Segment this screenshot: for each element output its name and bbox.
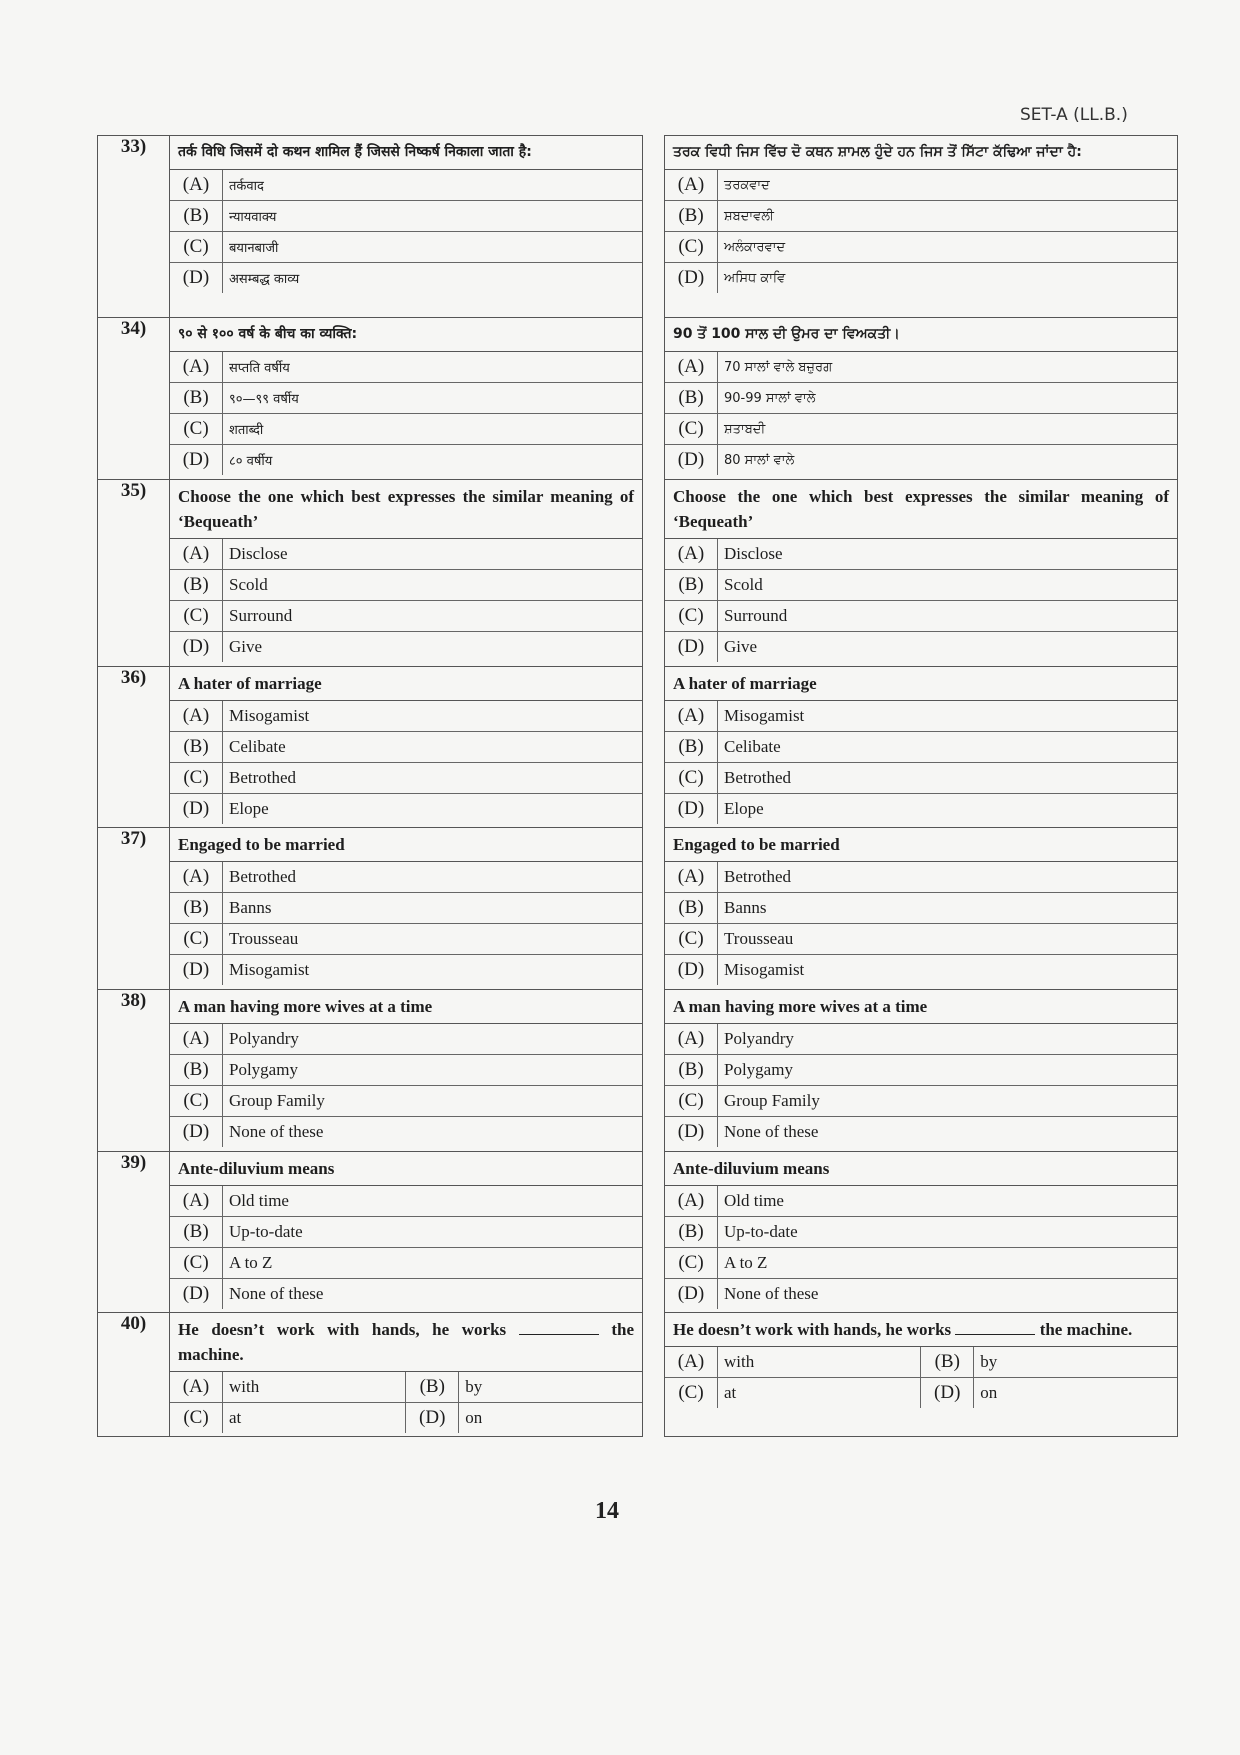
question-english-right bbox=[665, 479, 1178, 666]
option-letter: (D) bbox=[921, 1378, 974, 1409]
option-text: 90-99 ਸਾਲਾਂ ਵਾਲੇ bbox=[718, 383, 1178, 414]
option-letter: (B) bbox=[665, 383, 718, 414]
option-row bbox=[170, 955, 642, 986]
option-letter: (A) bbox=[665, 1347, 718, 1378]
question-number: 35) bbox=[98, 479, 170, 666]
option-letter: (C) bbox=[170, 600, 223, 631]
option-text: ਸ਼ਬਦਾਵਲੀ bbox=[718, 201, 1178, 232]
question-text: Ante-diluvium means bbox=[665, 1152, 1177, 1186]
option-letter: (A) bbox=[170, 170, 223, 201]
option-text: Polygamy bbox=[223, 1055, 643, 1086]
option-text: on bbox=[980, 1383, 998, 1403]
option-row bbox=[665, 862, 1177, 893]
option-text: Up-to-date bbox=[223, 1216, 643, 1247]
question-number: 33) bbox=[98, 136, 170, 318]
option-letter: (D) bbox=[665, 445, 718, 476]
question-text: A man having more wives at a time bbox=[170, 990, 642, 1024]
option-letter: (D) bbox=[665, 1278, 718, 1309]
option-row bbox=[665, 731, 1177, 762]
question-english-left bbox=[170, 1313, 643, 1437]
question-english-right bbox=[665, 1313, 1178, 1437]
option-row bbox=[665, 539, 1177, 570]
option-row bbox=[170, 383, 642, 414]
option-letter: (B) bbox=[170, 201, 223, 232]
option-row bbox=[170, 414, 642, 445]
question-english-right bbox=[665, 1151, 1178, 1313]
option-text: Old time bbox=[718, 1186, 1178, 1217]
option-letter: (D) bbox=[665, 793, 718, 824]
option-text: Banns bbox=[718, 893, 1178, 924]
option-row bbox=[170, 762, 642, 793]
question-number: 37) bbox=[98, 828, 170, 990]
option-row bbox=[170, 1372, 642, 1403]
option-row bbox=[665, 793, 1177, 824]
option-text: बयानबाजी bbox=[223, 232, 643, 263]
options-list bbox=[665, 862, 1177, 985]
option-text: Disclose bbox=[718, 539, 1178, 570]
option-text: A to Z bbox=[718, 1247, 1178, 1278]
option-row bbox=[170, 569, 642, 600]
options-list bbox=[170, 862, 642, 985]
option-row bbox=[665, 445, 1177, 476]
option-letter: (C) bbox=[665, 1086, 718, 1117]
option-letter: (C) bbox=[170, 1086, 223, 1117]
option-row bbox=[665, 1055, 1177, 1086]
set-label: SET-A (LL.B.) bbox=[1020, 105, 1128, 125]
question-text bbox=[170, 1313, 642, 1372]
option-text: ਅਸਿਧ ਕਾਵਿ bbox=[724, 270, 786, 286]
option-row bbox=[170, 600, 642, 631]
option-text: Surround bbox=[718, 600, 1178, 631]
question-english-right bbox=[665, 666, 1178, 828]
question-punjabi bbox=[665, 136, 1178, 318]
option-text: Misogamist bbox=[724, 960, 805, 980]
option-text: Scold bbox=[223, 569, 643, 600]
question-text-part: He doesn’t work with hands, he works bbox=[178, 1320, 507, 1340]
column-gap bbox=[643, 136, 665, 318]
option-row bbox=[170, 924, 642, 955]
column-gap bbox=[643, 828, 665, 990]
option-row bbox=[170, 731, 642, 762]
option-letter: (D) bbox=[170, 263, 223, 294]
question-punjabi bbox=[665, 318, 1178, 480]
option-text: None of these bbox=[724, 1122, 819, 1141]
option-text: Scold bbox=[718, 569, 1178, 600]
option-text: by bbox=[974, 1347, 1177, 1378]
column-gap bbox=[643, 990, 665, 1152]
option-text: असम्बद्ध काव्य bbox=[229, 272, 300, 287]
column-gap bbox=[643, 666, 665, 828]
option-letter: (B) bbox=[921, 1347, 974, 1378]
question-text: ਤਰਕ ਵਿਧੀ ਜਿਸ ਵਿੱਚ ਦੋ ਕਥਨ ਸ਼ਾਮਲ ਹੁੰਦੇ ਹਨ ਜਿਸ ਤੋਂ ਸਿੱਟਾ ਕੱਢਿਆ ਜਾਂਦਾ ਹੈ: bbox=[665, 136, 1177, 170]
option-row bbox=[170, 1403, 642, 1434]
question-text: A hater of marriage bbox=[170, 667, 642, 701]
option-row bbox=[170, 1024, 642, 1055]
option-row bbox=[665, 1024, 1177, 1055]
option-text: Old time bbox=[223, 1186, 643, 1217]
option-text: सप्तति वर्षीय bbox=[223, 352, 643, 383]
option-letter: (A) bbox=[170, 862, 223, 893]
answer-blank bbox=[519, 1320, 599, 1335]
option-text: Surround bbox=[223, 600, 643, 631]
question-text: ९० से १०० वर्ष के बीच का व्यक्ति: bbox=[170, 318, 642, 352]
question-text bbox=[665, 1313, 1177, 1347]
option-letter: (B) bbox=[665, 1216, 718, 1247]
question-row-37 bbox=[98, 828, 1178, 990]
options-list bbox=[170, 539, 642, 662]
option-letter: (C) bbox=[665, 414, 718, 445]
option-text: at bbox=[223, 1403, 406, 1434]
question-text: Engaged to be married bbox=[170, 828, 642, 862]
option-row bbox=[665, 1216, 1177, 1247]
option-letter: (C) bbox=[170, 232, 223, 263]
option-letter: (B) bbox=[170, 383, 223, 414]
option-row bbox=[665, 1347, 1177, 1378]
page-number: 14 bbox=[595, 1498, 619, 1524]
options-list bbox=[170, 701, 642, 824]
option-text: तर्कवाद bbox=[223, 170, 643, 201]
option-text: Banns bbox=[223, 893, 643, 924]
option-text: Give bbox=[229, 636, 263, 656]
question-text: Choose the one which best expresses the similar meaning of ‘Bequeath’ bbox=[170, 480, 642, 539]
option-letter: (B) bbox=[406, 1372, 459, 1403]
option-text: A to Z bbox=[223, 1247, 643, 1278]
option-row bbox=[170, 1247, 642, 1278]
option-letter: (A) bbox=[170, 352, 223, 383]
option-letter: (B) bbox=[170, 731, 223, 762]
option-letter: (C) bbox=[170, 1403, 223, 1434]
option-letter: (B) bbox=[665, 731, 718, 762]
option-letter: (C) bbox=[170, 414, 223, 445]
option-text: Betrothed bbox=[223, 862, 643, 893]
option-row bbox=[170, 1278, 642, 1309]
option-text: ਤਰਕਵਾਦ bbox=[718, 170, 1178, 201]
option-text: Group Family bbox=[718, 1086, 1178, 1117]
option-letter: (A) bbox=[665, 352, 718, 383]
option-letter: (B) bbox=[665, 569, 718, 600]
column-gap bbox=[643, 1151, 665, 1313]
question-english-left bbox=[170, 666, 643, 828]
option-row bbox=[665, 701, 1177, 732]
option-row bbox=[665, 569, 1177, 600]
option-letter: (A) bbox=[170, 1372, 223, 1403]
option-row bbox=[665, 1278, 1177, 1309]
option-text: Misogamist bbox=[223, 701, 643, 732]
option-row bbox=[665, 1247, 1177, 1278]
option-row bbox=[170, 793, 642, 824]
option-text: Polyandry bbox=[718, 1024, 1178, 1055]
option-letter: (D) bbox=[170, 1278, 223, 1309]
option-letter: (D) bbox=[406, 1403, 459, 1434]
option-row bbox=[665, 924, 1177, 955]
option-row bbox=[170, 701, 642, 732]
option-text: ८० वर्षीय bbox=[229, 454, 273, 470]
question-row-39 bbox=[98, 1151, 1178, 1313]
option-letter: (B) bbox=[170, 1055, 223, 1086]
option-letter: (A) bbox=[665, 1186, 718, 1217]
options-list bbox=[665, 170, 1177, 293]
option-row bbox=[170, 1055, 642, 1086]
option-row bbox=[665, 263, 1177, 294]
option-letter: (D) bbox=[665, 631, 718, 662]
option-row bbox=[170, 893, 642, 924]
question-table bbox=[97, 135, 1178, 1437]
options-list bbox=[170, 170, 642, 293]
option-text: Elope bbox=[229, 798, 269, 818]
option-letter: (B) bbox=[665, 893, 718, 924]
option-row bbox=[170, 170, 642, 201]
option-row bbox=[665, 1086, 1177, 1117]
question-text: Engaged to be married bbox=[665, 828, 1177, 862]
option-letter: (C) bbox=[665, 762, 718, 793]
option-letter: (B) bbox=[665, 1055, 718, 1086]
options-list bbox=[665, 1186, 1177, 1309]
question-text: 90 ਤੋਂ 100 ਸਾਲ ਦੀ ਉਮਰ ਦਾ ਵਿਅਕਤੀ। bbox=[665, 318, 1177, 352]
option-letter: (C) bbox=[665, 600, 718, 631]
option-text: Up-to-date bbox=[718, 1216, 1178, 1247]
option-row bbox=[665, 955, 1177, 986]
option-letter: (D) bbox=[170, 793, 223, 824]
option-text: शताब्दी bbox=[223, 414, 643, 445]
option-letter: (D) bbox=[665, 1117, 718, 1148]
option-row bbox=[665, 352, 1177, 383]
option-letter: (A) bbox=[665, 862, 718, 893]
question-row-40 bbox=[98, 1313, 1178, 1437]
option-text: Misogamist bbox=[718, 701, 1178, 732]
option-text: Betrothed bbox=[718, 762, 1178, 793]
option-row bbox=[665, 201, 1177, 232]
option-text: Elope bbox=[724, 798, 764, 818]
question-english-left bbox=[170, 828, 643, 990]
option-row bbox=[170, 1216, 642, 1247]
option-letter: (C) bbox=[665, 1247, 718, 1278]
option-row bbox=[170, 631, 642, 662]
option-row bbox=[665, 414, 1177, 445]
option-text: Trousseau bbox=[223, 924, 643, 955]
option-text: ਅਲੰਕਾਰਵਾਦ bbox=[718, 232, 1178, 263]
column-gap bbox=[643, 1313, 665, 1437]
option-text: Betrothed bbox=[223, 762, 643, 793]
option-text: None of these bbox=[229, 1122, 324, 1141]
option-text: Misogamist bbox=[229, 960, 310, 980]
option-row bbox=[170, 539, 642, 570]
option-text: Group Family bbox=[223, 1086, 643, 1117]
option-letter: (C) bbox=[170, 924, 223, 955]
option-letter: (C) bbox=[665, 1378, 718, 1409]
question-text-part: He doesn’t work with hands, he works bbox=[673, 1320, 952, 1340]
option-letter: (D) bbox=[170, 445, 223, 476]
option-text: Trousseau bbox=[718, 924, 1178, 955]
option-row bbox=[170, 352, 642, 383]
option-text: न्यायवाक्य bbox=[223, 201, 643, 232]
options-list bbox=[170, 352, 642, 475]
question-english-left bbox=[170, 990, 643, 1152]
question-number: 36) bbox=[98, 666, 170, 828]
option-letter: (D) bbox=[665, 263, 718, 294]
option-letter: (D) bbox=[170, 955, 223, 986]
option-text: at bbox=[718, 1378, 921, 1409]
option-text: None of these bbox=[724, 1283, 819, 1303]
options-list bbox=[665, 1347, 1177, 1408]
option-row bbox=[665, 893, 1177, 924]
options-list bbox=[665, 1024, 1177, 1147]
option-text: Celibate bbox=[223, 731, 643, 762]
question-text: Choose the one which best expresses the similar meaning of ‘Bequeath’ bbox=[665, 480, 1177, 539]
option-letter: (A) bbox=[665, 701, 718, 732]
option-text: with bbox=[223, 1372, 406, 1403]
option-text: ९०—९९ वर्षीय bbox=[223, 383, 643, 414]
option-letter: (C) bbox=[170, 762, 223, 793]
option-letter: (A) bbox=[665, 1024, 718, 1055]
option-row bbox=[170, 862, 642, 893]
option-row bbox=[170, 1117, 642, 1148]
option-letter: (B) bbox=[170, 1216, 223, 1247]
option-letter: (D) bbox=[665, 955, 718, 986]
option-text: None of these bbox=[229, 1283, 324, 1303]
option-text: by bbox=[459, 1372, 642, 1403]
option-row bbox=[170, 263, 642, 294]
answer-blank bbox=[955, 1320, 1035, 1335]
option-text: Give bbox=[724, 636, 758, 656]
option-letter: (A) bbox=[170, 1186, 223, 1217]
options-list bbox=[665, 352, 1177, 475]
option-text: 70 ਸਾਲਾਂ ਵਾਲੇ ਬਜ਼ੁਰਗ bbox=[718, 352, 1178, 383]
option-text: Polyandry bbox=[223, 1024, 643, 1055]
question-text: Ante-diluvium means bbox=[170, 1152, 642, 1186]
question-text-part: the machine. bbox=[178, 1320, 635, 1365]
option-letter: (B) bbox=[665, 201, 718, 232]
option-row bbox=[170, 232, 642, 263]
option-row bbox=[665, 1117, 1177, 1148]
question-row-34 bbox=[98, 318, 1178, 480]
option-letter: (C) bbox=[665, 232, 718, 263]
option-letter: (B) bbox=[170, 893, 223, 924]
option-letter: (A) bbox=[665, 539, 718, 570]
option-letter: (A) bbox=[170, 1024, 223, 1055]
option-letter: (A) bbox=[170, 539, 223, 570]
options-list bbox=[170, 1372, 642, 1433]
option-letter: (A) bbox=[665, 170, 718, 201]
options-list bbox=[665, 701, 1177, 824]
question-row-33 bbox=[98, 136, 1178, 318]
question-number: 40) bbox=[98, 1313, 170, 1437]
option-text: ਸ਼ਤਾਬਦੀ bbox=[718, 414, 1178, 445]
option-row bbox=[665, 1378, 1177, 1409]
option-row bbox=[170, 445, 642, 476]
question-text-part: the machine. bbox=[1039, 1320, 1133, 1340]
option-row bbox=[170, 1186, 642, 1217]
option-text: with bbox=[718, 1347, 921, 1378]
option-letter: (C) bbox=[170, 1247, 223, 1278]
question-row-35 bbox=[98, 479, 1178, 666]
question-hindi bbox=[170, 318, 643, 480]
column-gap bbox=[643, 318, 665, 480]
question-english-left bbox=[170, 479, 643, 666]
option-letter: (C) bbox=[665, 924, 718, 955]
option-letter: (A) bbox=[170, 701, 223, 732]
option-text: Betrothed bbox=[718, 862, 1178, 893]
option-letter: (B) bbox=[170, 569, 223, 600]
option-text: on bbox=[465, 1408, 483, 1428]
question-english-right bbox=[665, 990, 1178, 1152]
option-row bbox=[665, 631, 1177, 662]
option-row bbox=[665, 600, 1177, 631]
option-row bbox=[665, 232, 1177, 263]
option-text: Polygamy bbox=[718, 1055, 1178, 1086]
question-english-left bbox=[170, 1151, 643, 1313]
question-english-right bbox=[665, 828, 1178, 990]
question-number: 38) bbox=[98, 990, 170, 1152]
option-text: Celibate bbox=[718, 731, 1178, 762]
question-number: 34) bbox=[98, 318, 170, 480]
question-text: तर्क विधि जिसमें दो कथन शामिल हैं जिससे निष्कर्ष निकाला जाता है: bbox=[170, 136, 642, 170]
option-text: Disclose bbox=[223, 539, 643, 570]
options-list bbox=[170, 1024, 642, 1147]
option-row bbox=[665, 383, 1177, 414]
option-row bbox=[665, 762, 1177, 793]
options-list bbox=[665, 539, 1177, 662]
question-text: A man having more wives at a time bbox=[665, 990, 1177, 1024]
question-row-36 bbox=[98, 666, 1178, 828]
option-row bbox=[665, 170, 1177, 201]
option-row bbox=[170, 201, 642, 232]
question-hindi bbox=[170, 136, 643, 318]
options-list bbox=[170, 1186, 642, 1309]
question-row-38 bbox=[98, 990, 1178, 1152]
question-number: 39) bbox=[98, 1151, 170, 1313]
option-text: 80 ਸਾਲਾਂ ਵਾਲੇ bbox=[724, 452, 795, 468]
question-text: A hater of marriage bbox=[665, 667, 1177, 701]
column-gap bbox=[643, 479, 665, 666]
option-row bbox=[665, 1186, 1177, 1217]
option-row bbox=[170, 1086, 642, 1117]
option-letter: (D) bbox=[170, 631, 223, 662]
option-letter: (D) bbox=[170, 1117, 223, 1148]
